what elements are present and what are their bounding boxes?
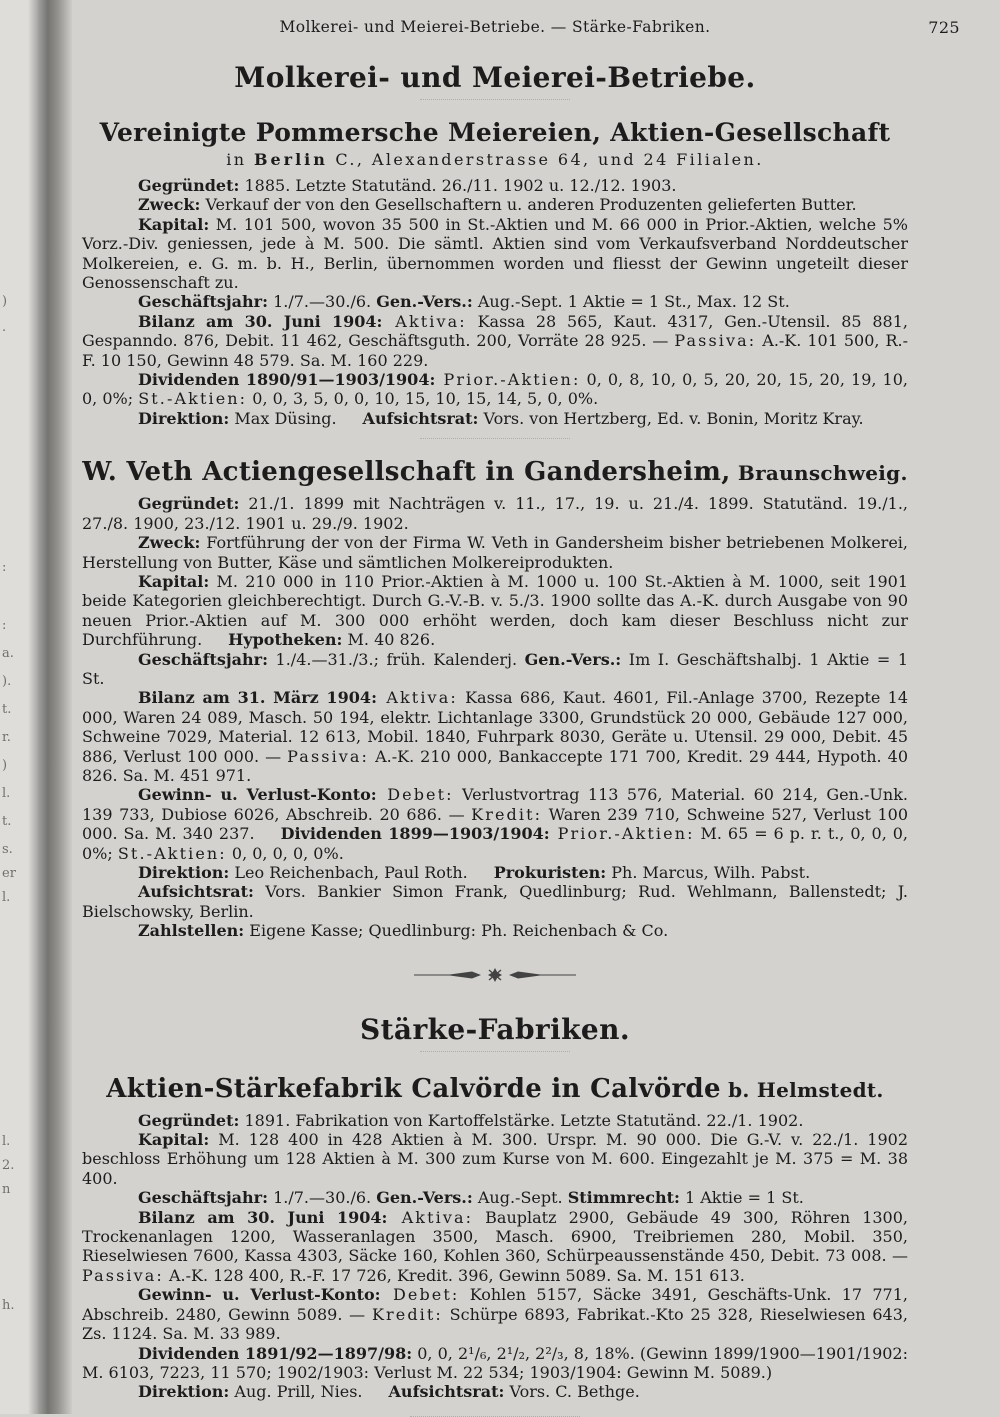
text-run: A.-K. 210 000, Bankaccepte 171 700, Kredit. 29 444, Hypoth. 40 826. Sa. M. 451 971. — [82, 746, 909, 785]
bold-label: Zweck: — [138, 195, 201, 215]
text-run: Verlustvortrag 113 576, Material. 60 214, Gen.-Unk. 139 733, Dubiose 6026, Abschreib. 20 686. — — [82, 785, 909, 824]
para-gegruendet — [82, 1111, 908, 1130]
para-geschaeftsjahr — [82, 1188, 908, 1207]
gutter-mark: : — [2, 560, 7, 575]
text-run: Kassa 686, Kaut. 4601, Fil.-Anlage 3700, Rezepte 14 000, Waren 24 089, Masch. 50 194, elektr. Lichtanlage 3300, Grundstück 20 000, Gebäude 127 000, Schweine 7029, Material. 12 613, Mobil. 1840, Fuhrpark 8030, Geräte u. Utensil. 29 000, Debit. 45 886, Verlust 100 000. — — [82, 688, 909, 766]
bold-label: Zweck: — [138, 533, 201, 553]
company-name — [82, 1074, 908, 1104]
spaced-label: Passiva: — [287, 746, 370, 766]
text-run: Waren 239 710, Schweine 527, Verlust 100 000. Sa. M. 340 237. — [82, 804, 908, 844]
bold-label: Gen.-Vers.: — [376, 292, 473, 312]
bold-label: Zahlstellen: — [138, 921, 245, 941]
section-title-molkerei: Molkerei- und Meierei-Betriebe. — [234, 61, 756, 94]
para-direktion — [82, 863, 908, 882]
section-staerke-fabriken — [82, 1013, 908, 1417]
title-rule — [420, 1051, 570, 1052]
entry-separator — [420, 438, 570, 439]
bold-label: Kapital: — [138, 571, 210, 591]
text-run: A.-K. 101 500, R.-F. 10 150, Gewinn 48 579. Sa. M. 160 229. — [82, 331, 908, 370]
company-name: Vereinigte Pommersche Meiereien, Aktien-Gesellschaft — [99, 118, 891, 147]
para-bilanz — [82, 312, 908, 370]
bold-label: Gewinn- u. Verlust-Konto: — [138, 1285, 381, 1305]
spaced-label: Kredit: — [371, 1304, 443, 1324]
spaced-label: Debet: — [380, 1285, 460, 1305]
para-gegruendet — [82, 494, 908, 533]
gutter-mark: er — [2, 866, 16, 881]
fleuron-divider-icon — [82, 965, 908, 981]
gutter-mark: 2. — [2, 1158, 15, 1173]
para-gewinn-verlust — [82, 1285, 908, 1343]
bold-label: Bilanz am 31. März 1904: — [138, 688, 377, 708]
bold-label: Gen.-Vers.: — [376, 1188, 473, 1208]
section-title-staerke: Stärke-Fabriken. — [359, 1012, 631, 1046]
para-zweck — [82, 195, 908, 214]
text-run: 1 Aktie = 1 St. — [679, 1188, 804, 1208]
text-run: Schürpe 6893, Fabrikat.-Kto 25 328, Rieselwiesen 643, Zs. 1124. Sa. M. 33 989. — [82, 1304, 908, 1344]
gutter-mark: ) — [2, 758, 8, 773]
text-run: 1885. Letzte Statutänd. 26./11. 1902 u. 12./12. 1903. — [239, 176, 677, 195]
text-run: M. 65 = 6 p. r. t., 0, 0, 0, 0%; — [82, 824, 908, 863]
gutter-mark: r. — [2, 730, 11, 745]
text-run: M. 40 826. — [342, 630, 436, 650]
title-rule — [420, 99, 570, 100]
company-name-main: W. Veth Actiengesellschaft in Gandersheim, — [82, 457, 731, 488]
text-run: 1./7.—30./6. — [268, 292, 377, 312]
text-run: A.-K. 128 400, R.-F. 17 726, Kredit. 396, Gewinn 5089. Sa. M. 151 613. — [163, 1265, 745, 1285]
text-run: 1./4.—31./3.; früh. Kalenderj. — [268, 649, 525, 669]
para-gegruendet — [82, 176, 908, 195]
text-run: Aug.-Sept. 1 Aktie = 1 St., Max. 12 St. — [472, 292, 790, 312]
para-gewinn-verlust — [82, 785, 908, 863]
bold-label: Dividenden 1891/92—1897/98: — [138, 1343, 413, 1363]
text-run: Vors. von Hertzberg, Ed. v. Bonin, Moritz Kray. — [478, 408, 864, 428]
gutter-mark: a. — [2, 646, 14, 661]
spaced-label: St.-Aktien: — [138, 389, 248, 409]
company-name-sub: Braunschweig. — [730, 461, 908, 486]
text-run: Max Düsing. — [229, 408, 337, 428]
para-kapital — [82, 572, 908, 650]
para-dividenden — [82, 1344, 908, 1383]
spaced-label: Prior.-Aktien: — [435, 370, 581, 390]
bold-label: Gen.-Vers.: — [524, 649, 622, 669]
company-vereinigte-pommersche-meiereien — [82, 118, 908, 428]
spaced-label: Prior.-Aktien: — [549, 824, 695, 844]
gutter-mark: : — [2, 618, 7, 633]
bold-label: Geschäftsjahr: — [138, 292, 268, 312]
text-run: Im I. Geschäftshalbj. 1 Aktie = 1 St. — [82, 649, 909, 688]
bold-label: Direktion: — [138, 863, 230, 882]
para-geschaeftsjahr — [82, 650, 908, 689]
para-kapital — [82, 1130, 908, 1188]
spaced-label: Passiva: — [674, 331, 757, 351]
gutter-mark: t. — [2, 702, 12, 717]
spaced-label: St.-Aktien: — [117, 843, 227, 863]
bold-label: Gewinn- u. Verlust-Konto: — [138, 785, 377, 805]
text-run: Aug.-Sept. — [472, 1188, 568, 1208]
text-run: Aug. Prill, Nies. — [229, 1382, 363, 1402]
gutter-mark: ). — [2, 674, 12, 689]
bold-label: Dividenden 1899—1903/1904: — [280, 824, 550, 844]
spaced-label: Passiva: — [82, 1265, 164, 1285]
text-run: Bauplatz 2900, Gebäude 49 300, Röhren 1300, Trockenanlagen 1200, Wasseranlagen 3500, Masch. 6900, Treibriemen 280, Mobil. 350, Rieselwiesen 7600, Kassa 4303, Säcke 160, Kohlen 360, Schürpeaussenstände 450, Debit. 73 008. — — [82, 1207, 908, 1266]
spaced-label: Aktiva: — [387, 1207, 474, 1227]
para-zahlstellen — [82, 921, 908, 940]
para-direktion — [82, 1382, 908, 1401]
text-run: M. 210 000 in 110 Prior.-Aktien à M. 1000 u. 100 St.-Aktien à M. 1000, seit 1901 beide Kategorien gleichberechtigt. Durch G.-V.-B. v. 5./3. 1900 sollte das A.-K. durch Ausgabe von 90 neuen Prior.-Aktien auf M. 300 000 erhöht werden, doch kam dieser Beschluss nicht zur Durchführung. — [82, 571, 908, 650]
company-aktien-staerkefabrik-calvoerde — [82, 1074, 908, 1402]
spaced-label: Kredit: — [471, 804, 543, 824]
bold-label: Direktion: — [138, 408, 230, 428]
gutter-mark: l. — [2, 890, 11, 905]
text-run: Leo Reichenbach, Paul Roth. — [229, 863, 468, 882]
bold-label: Geschäftsjahr: — [138, 649, 268, 669]
bold-label: Aufsichtsrat: — [138, 882, 254, 902]
para-dividenden — [82, 370, 908, 409]
text-run: 1./7.—30./6. — [268, 1188, 377, 1208]
bold-label: Gegründet: — [138, 494, 240, 514]
text-run: Kohlen 5157, Säcke 3491, Geschäfts-Unk. 17 771, Abschreib. 2480, Gewinn 5089. — — [82, 1285, 909, 1324]
company-name — [82, 457, 908, 487]
bold-label: Gegründet: — [138, 1110, 240, 1130]
text-run: Fortführung der von der Firma W. Veth in Gandersheim bisher betriebenen Molkerei, Herstellung von Butter, Käse und sämtlichen Molkereiprodukten. — [82, 533, 908, 572]
text-run: 0, 0, 8, 10, 0, 5, 20, 20, 15, 20, 19, 10, 0, 0%; — [82, 370, 908, 409]
gutter-mark: n — [2, 1182, 11, 1197]
bold-label: Aufsichtsrat: — [362, 408, 479, 428]
company-name-sub: b. Helmstedt. — [720, 1077, 884, 1102]
running-header — [82, 18, 960, 37]
text-run: 21./1. 1899 mit Nachträgen v. 11., 17., 19. u. 21./4. 1899. Statutänd. 19./1., 27./8. 1900, 23./12. 1901 u. 29./9. 1902. — [82, 494, 908, 533]
bold-label: Bilanz am 30. Juni 1904: — [138, 1207, 388, 1227]
para-zweck — [82, 533, 908, 572]
bold-label: Dividenden 1890/91—1903/1904: — [138, 370, 436, 390]
para-aufsichtsrat — [82, 882, 908, 921]
address-city: Berlin — [253, 150, 328, 169]
para-bilanz — [82, 1208, 908, 1286]
gutter-mark: t. — [2, 814, 12, 829]
text-run: Vors. Bankier Simon Frank, Quedlinburg; Rud. Wehlmann, Ballenstedt; J. Bielschowsky, Berlin. — [82, 882, 908, 921]
text-run: 1891. Fabrikation von Kartoffelstärke. Letzte Statutänd. 22./1. 1902. — [239, 1110, 804, 1130]
text-run: 0, 0, 3, 5, 0, 0, 10, 15, 10, 15, 14, 5, 0, 0%. — [247, 389, 599, 409]
gutter-mark: h. — [2, 1298, 15, 1313]
bold-label: Stimmrecht: — [567, 1188, 680, 1208]
para-bilanz — [82, 688, 908, 785]
para-kapital — [82, 215, 908, 293]
gutter-mark: l. — [2, 1134, 11, 1149]
gutter-mark: l. — [2, 786, 11, 801]
gutter-mark: . — [2, 320, 7, 335]
bold-label: Bilanz am 30. Juni 1904: — [138, 311, 383, 331]
spaced-label: Debet: — [376, 785, 454, 805]
text-run: Ph. Marcus, Wilh. Pabst. — [606, 863, 811, 882]
text-run: Kassa 28 565, Kaut. 4317, Gen.-Utensil. 85 881, Gespanndo. 876, Debit. 11 462, Geschäftsguth. 200, Vorräte 28 925. — — [82, 311, 909, 351]
page-number: 725 — [928, 18, 960, 37]
spaced-label: Aktiva: — [382, 311, 467, 331]
bold-label: Direktion: — [138, 1382, 230, 1402]
company-address — [82, 150, 908, 169]
text-run: Vors. C. Bethge. — [504, 1382, 640, 1402]
gutter-mark: ) — [2, 294, 8, 309]
bold-label: Geschäftsjahr: — [138, 1188, 268, 1208]
bold-label: Prokuristen: — [493, 863, 607, 882]
bold-label: Kapital: — [138, 214, 210, 234]
text-run: Eigene Kasse; Quedlinburg: Ph. Reichenbach & Co. — [244, 921, 669, 941]
bold-label: Gegründet: — [138, 176, 240, 195]
spaced-label: Aktiva: — [376, 688, 458, 708]
para-direktion — [82, 409, 908, 428]
text-run: Verkauf der von den Gesellschaftern u. anderen Produzenten gelieferten Butter. — [200, 195, 857, 215]
address-post: C., Alexanderstrasse 64, und 24 Filialen. — [327, 150, 764, 169]
company-w-veth-actiengesellschaft — [82, 457, 908, 940]
text-run: 0, 0, 2¹/₆, 2¹/₂, 2²/₃, 8, 18%. (Gewinn 1899/1900—1901/1902: M. 6103, 7223, 11 570; 1902/1903: Verlust M. 22 534; 1903/1904: Gewinn M. 5089.) — [82, 1343, 908, 1382]
text-run: M. 101 500, wovon 35 500 in St.-Aktien und M. 66 000 in Prior.-Aktien, welche 5% Vorz.-Div. geniessen, jede à M. 500. Die sämtl. Aktien sind vom Verkaufsverband Norddeutscher Molkereien, e. G. m. b. H., Berlin, übernommen worden und fliesst der Gewinn ungeteilt dieser Genossenschaft zu. — [82, 214, 908, 293]
para-geschaeftsjahr — [82, 292, 908, 311]
running-header-text: Molkerei- und Meierei-Betriebe. — Stärke-Fabriken. — [279, 18, 711, 36]
bold-label: Aufsichtsrat: — [388, 1382, 505, 1402]
company-name-main: Aktien-Stärkefabrik Calvörde in Calvörde — [106, 1073, 721, 1104]
bold-label: Kapital: — [138, 1130, 210, 1150]
text-run: 0, 0, 0, 0, 0%. — [226, 843, 344, 863]
bold-label: Hypotheken: — [228, 630, 343, 650]
address-pre: in — [226, 150, 254, 169]
text-run: M. 128 400 in 428 Aktien à M. 300. Urspr. M. 90 000. Die G.-V. v. 22./1. 1902 beschloss Erhöhung um 128 Aktien à M. 300 zum Kurse von M. 600. Eingezahlt je M. 375 = M. 38 400. — [82, 1130, 908, 1188]
gutter-mark: s. — [2, 842, 13, 857]
scanned-page — [66, 0, 1000, 1414]
